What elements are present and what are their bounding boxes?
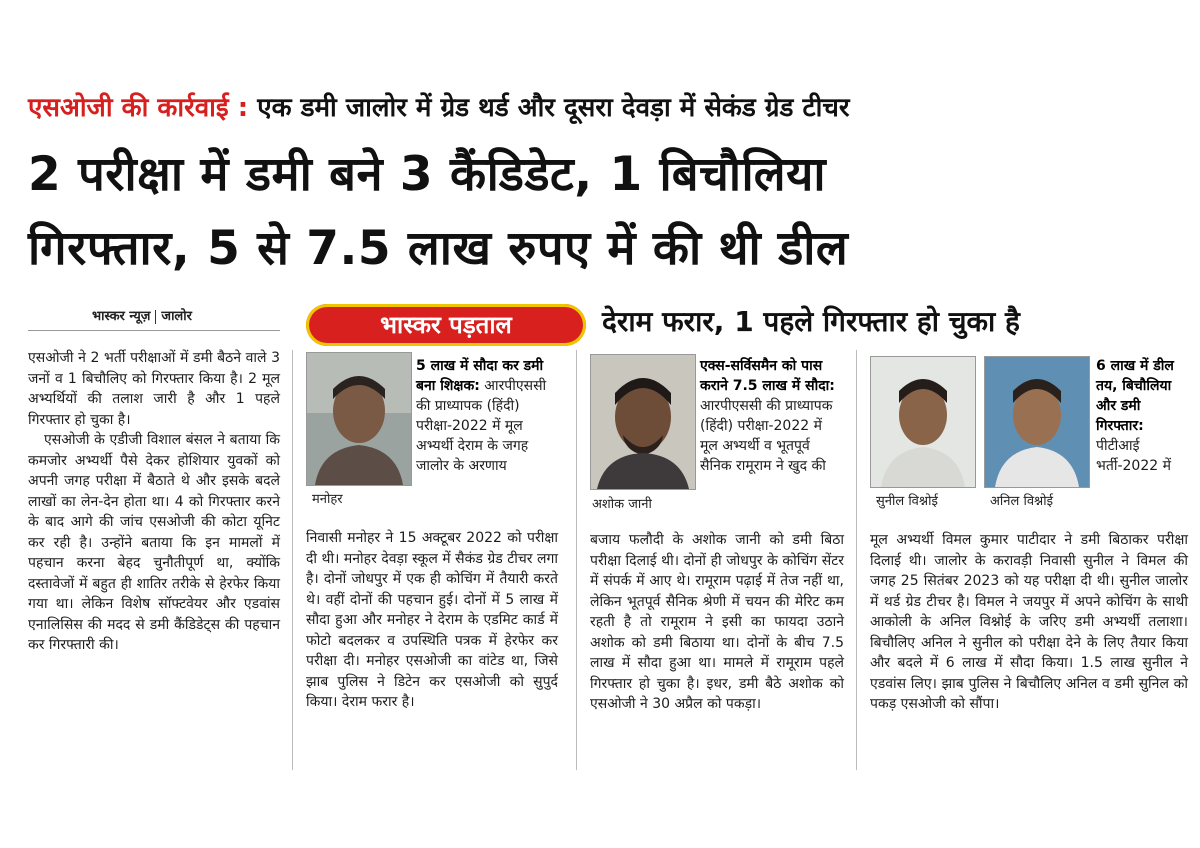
person-silhouette-icon [307, 353, 411, 485]
col1-paragraph-1: एसओजी ने 2 भर्ती परीक्षाओं में डमी बैठने वाले 3 जनों व 1 बिचौलिए को गिरफ्तार किया है। 2 मूल अभ्यर्थियों की तलाश जारी है और 1 पहले गिरफ्तार हो चुका है। [28, 350, 280, 428]
col2-head-text: आरपीएससी की प्राध्यापक (हिंदी) परीक्षा-2022 में मूल अभ्यर्थी देराम के जगह जालोर के अरणाय [416, 378, 547, 474]
byline-separator [155, 310, 156, 324]
column-3-body [590, 530, 844, 715]
col2-head-bold: 5 लाख में सौदा कर डमी बना शिक्षक: [416, 358, 544, 394]
col3-head-text: आरपीएससी की प्राध्यापक (हिंदी) परीक्षा-2022 में मूल अभ्यर्थी व भूतपूर्व सैनिक रामूराम ने खुद की [700, 398, 833, 474]
caption-ashok-jani: अशोक जानी [592, 497, 652, 512]
column-divider-2 [576, 350, 577, 770]
col1-paragraph-2: एसओजी के एडीजी विशाल बंसल ने बताया कि कमजोर अभ्यर्थी पैसे देकर होशियार युवकों को अपनी जगह परीक्षा में बैठाते थे और इसके बदले लाखों का लेन-देन होता था। 4 को गिरफ्तार करने के बाद आगे की जांच एसओजी की कोटा यूनिट कर रही है। उन्होंने बताया कि इन मामलों में पहचान करना बेहद चुनौतीपूर्ण था, क्योंकि दस्तावेजों में बहुत ही शातिर तरीके से हेरफेर किया गया था। लेकिन विशेष सॉफ्टवेयर और एडवांस एनालिसिस की मदद से डमी कैंडिडेट्स की पहचान कर गिरफ्तारी की। [28, 432, 280, 653]
col4-headline [1096, 356, 1190, 476]
column-2-body [306, 528, 558, 713]
col3-head-bold: एक्स-सर्विसमैन को पास कराने 7.5 लाख में सौदा: [700, 358, 835, 394]
kicker-red: एसओजी की कार्रवाई : [28, 93, 249, 123]
byline-rule [28, 330, 280, 331]
kicker [28, 88, 849, 124]
column-1 [28, 348, 280, 656]
col4-head-bold: 6 लाख में डील तय, बिचौलिया और डमी गिरफ्तार: [1096, 358, 1174, 434]
col4-body: मूल अभ्यर्थी विमल कुमार पाटीदार ने डमी बिठाकर परीक्षा दिलाई थी। जालोर के करावड़ी निवासी सुनील ने विमल की जगह 25 सितंबर 2023 को यह परीक्षा दी थी। सुनील जालोर में थर्ड ग्रेड टीचर है। विमल ने जयपुर में अपने कोचिंग के साथी आकोली के अनिल विश्नोई के जरिए डमी अभ्यर्थी तलाशा। बिचौलिए अनिल ने सुनील को परीक्षा देने के लिए तैयार किया और बदले में 6 लाख में सौदा किया। 1.5 लाख सुनील ने एडवांस लिए। झाब पुलिस ने बिचौलिए अनिल व डमी सुनिल को पकड़ एसओजी को सौंपा। [870, 532, 1188, 712]
column-divider-1 [292, 350, 293, 770]
person-silhouette-icon [985, 357, 1089, 487]
byline-source: भास्कर न्यूज़ [92, 309, 151, 324]
caption-sunil-vishnoi: सुनील विश्नोई [876, 494, 938, 509]
bhaskar-padtaal-badge: भास्कर पड़ताल [306, 304, 586, 346]
column-divider-3 [856, 350, 857, 770]
photo-anil-vishnoi [984, 356, 1090, 488]
headline-line-2: गिरफ्तार, 5 से 7.5 लाख रुपए में की थी डील [28, 221, 849, 276]
col2-headline [416, 356, 556, 476]
person-silhouette-icon [591, 355, 695, 489]
caption-manohar: मनोहर [312, 492, 343, 507]
photo-sunil-vishnoi [870, 356, 976, 488]
photo-ashok-jani [590, 354, 696, 490]
kicker-text: एक डमी जालोर में ग्रेड थर्ड और दूसरा देवड़ा में सेकंड ग्रेड टीचर [257, 93, 850, 123]
person-silhouette-icon [871, 357, 975, 487]
headline-line-1: 2 परीक्षा में डमी बने 3 कैंडिडेट, 1 बिचौलिया [28, 147, 827, 202]
column-4-body [870, 530, 1188, 715]
col4-head-text: पीटीआई भर्ती-2022 में [1096, 438, 1171, 474]
subhead: देराम फरार, 1 पहले गिरफ्तार हो चुका है [602, 305, 1020, 338]
col3-headline [700, 356, 842, 476]
top-margin [0, 0, 1200, 74]
col2-body: निवासी मनोहर ने 15 अक्टूबर 2022 को परीक्षा दी थी। मनोहर देवड़ा स्कूल में सैकंड ग्रेड टीचर लगा है। दोनों जोधपुर में एक ही कोचिंग में तैयारी करते थे। वहीं दोनों की पहचान हुई। दोनों में 5 लाख में सौदा हुआ और मनोहर ने देराम के एडमिट कार्ड में फोटो बदलकर व उपस्थिति पत्रक में हेरफेर कर परीक्षा दी। मनोहर एसओजी का वांटेड था, जिसे झाब पुलिस ने डिटेन कर एसओजी को सुपुर्द किया। देराम फरार है। [306, 530, 558, 710]
byline [92, 306, 192, 324]
photo-manohar [306, 352, 412, 486]
byline-place: जालोर [161, 309, 192, 324]
col3-body: बजाय फलौदी के अशोक जानी को डमी बिठा परीक्षा दिलाई थी। दोनों ही जोधपुर के कोचिंग सेंटर में संपर्क में आए थे। रामूराम पढ़ाई में तेज नहीं था, लेकिन भूतपूर्व सैनिक श्रेणी में चयन की मेरिट कम रहती है तो रामूराम ने इसी का फायदा उठाने अशोक को डमी बिठाया था। दोनों के बीच 7.5 लाख में सौदा हुआ था। मामले में रामूराम पहले गिरफ्तार हो चुका है। इधर, डमी बैठे अशोक को एसओजी ने 30 अप्रैल को पकड़ा। [590, 532, 844, 712]
caption-anil-vishnoi: अनिल विश्नोई [990, 494, 1053, 509]
